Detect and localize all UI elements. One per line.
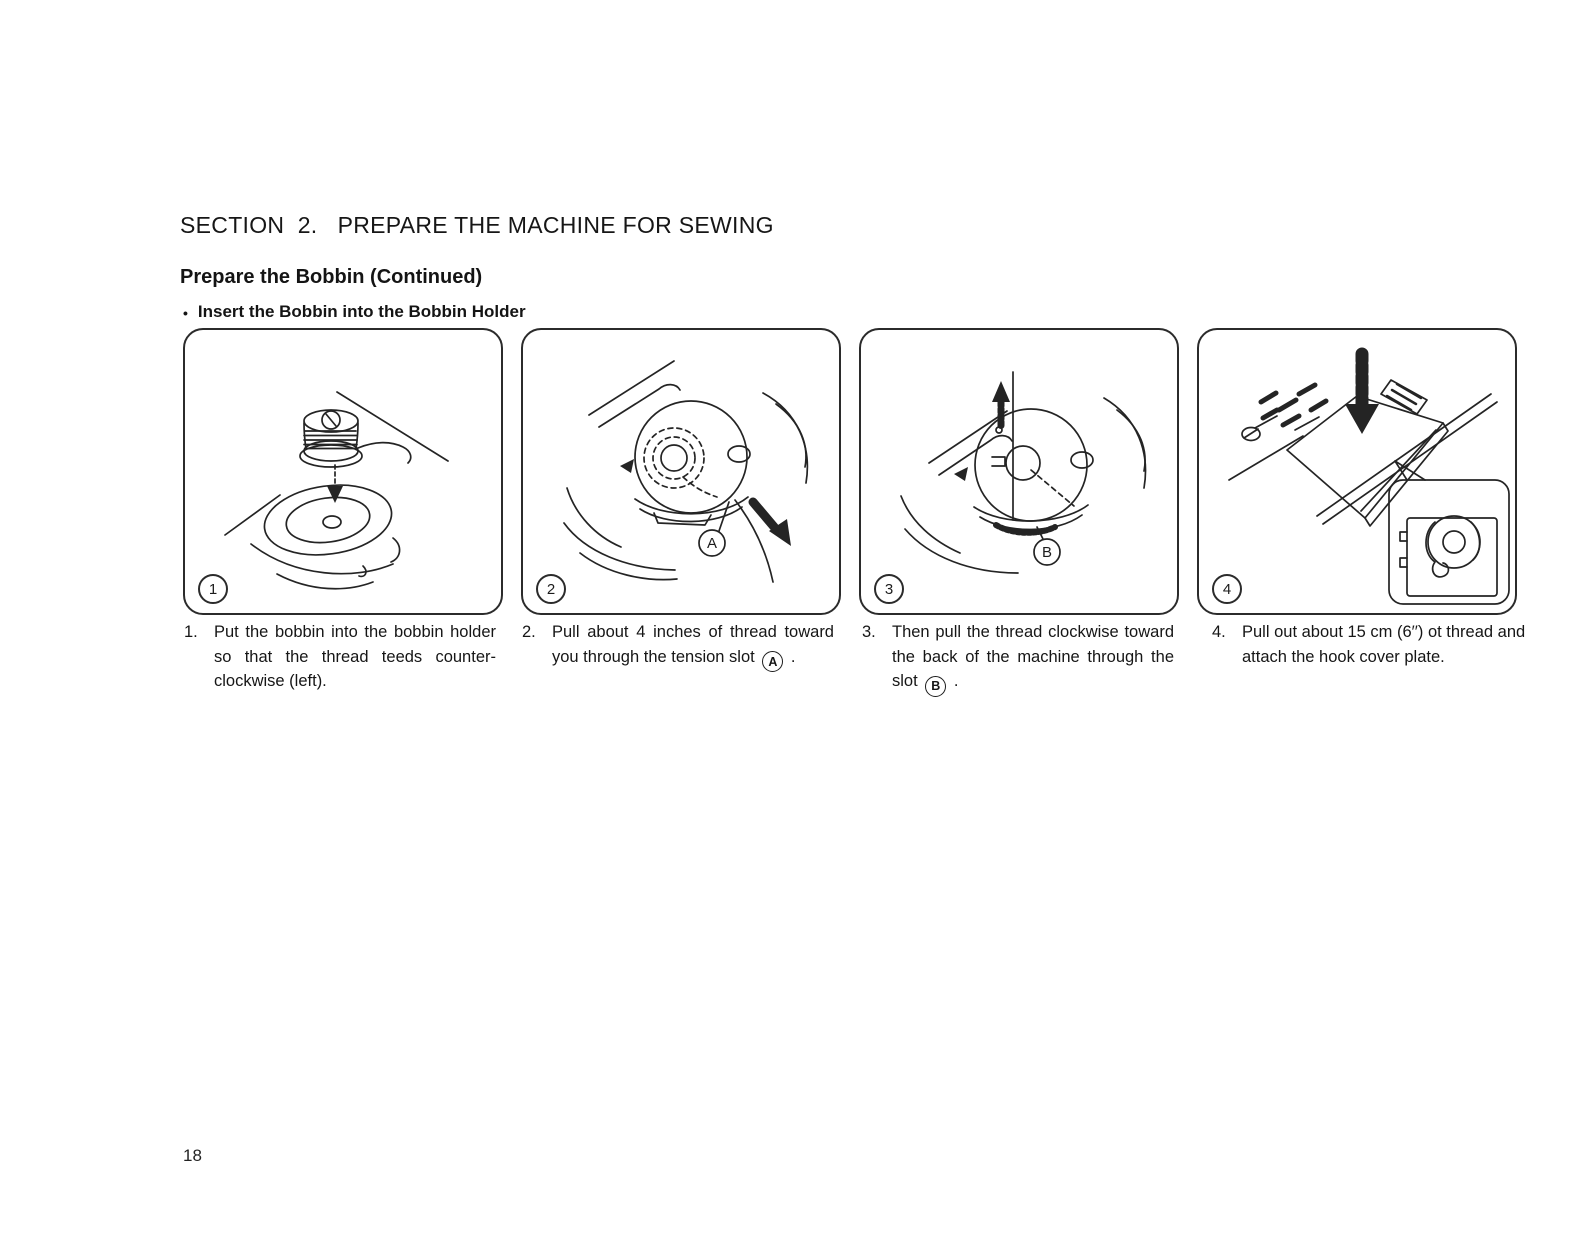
figure-panel-1 <box>183 328 503 615</box>
caption-step-1 <box>184 620 496 694</box>
caption-text: Pull out about 15 cm (6′′) ot thread and attach the hook cover plate. <box>1242 623 1526 666</box>
caption-text-before: Then pull the thread clockwise toward the back of the machine through the slot <box>892 623 1174 690</box>
figure-panel-4 <box>1197 328 1517 615</box>
caption-text <box>892 620 1174 697</box>
panel-number-badge: 2 <box>536 574 566 604</box>
subtitle: Prepare the Bobbin (Continued) <box>180 266 483 288</box>
caption-step-3 <box>862 620 1174 697</box>
caption-text-after: . <box>949 672 959 690</box>
thread-clockwise-illustration <box>861 330 1177 613</box>
caption-number: 4. <box>1212 623 1226 641</box>
circled-b-label: B <box>925 676 946 697</box>
caption-step-2 <box>522 620 834 672</box>
slot-b-label: B <box>1041 544 1053 561</box>
tension-slot-illustration <box>523 330 839 613</box>
bobbin-insert-illustration <box>185 330 501 613</box>
panel-number-badge: 1 <box>198 574 228 604</box>
slot-a-label: A <box>706 535 718 552</box>
circled-a-label: A <box>762 651 783 672</box>
bullet-icon: • <box>183 305 188 321</box>
figure-panel-3 <box>859 328 1179 615</box>
caption-step-4 <box>1212 620 1528 669</box>
caption-number: 1. <box>184 623 198 641</box>
panel-number-badge: 4 <box>1212 574 1242 604</box>
bullet-heading-label: Insert the Bobbin into the Bobbin Holder <box>197 302 526 321</box>
caption-text: Put the bobbin into the bobbin holder so that the thread teeds counter-clockwise (left). <box>214 623 496 690</box>
panel-number-badge: 3 <box>874 574 904 604</box>
caption-number: 3. <box>862 623 876 641</box>
caption-number: 2. <box>522 623 536 641</box>
caption-text-after: . <box>786 647 796 666</box>
caption-text-before: Pull about 4 inches of thread toward you through the tension slot <box>552 623 834 666</box>
caption-text <box>552 620 834 672</box>
bullet-heading <box>183 302 526 322</box>
page-number: 18 <box>183 1146 202 1165</box>
figure-panel-2 <box>521 328 841 615</box>
section-title: SECTION 2. PREPARE THE MACHINE FOR SEWING <box>180 212 774 238</box>
hook-cover-plate-illustration <box>1199 330 1515 613</box>
